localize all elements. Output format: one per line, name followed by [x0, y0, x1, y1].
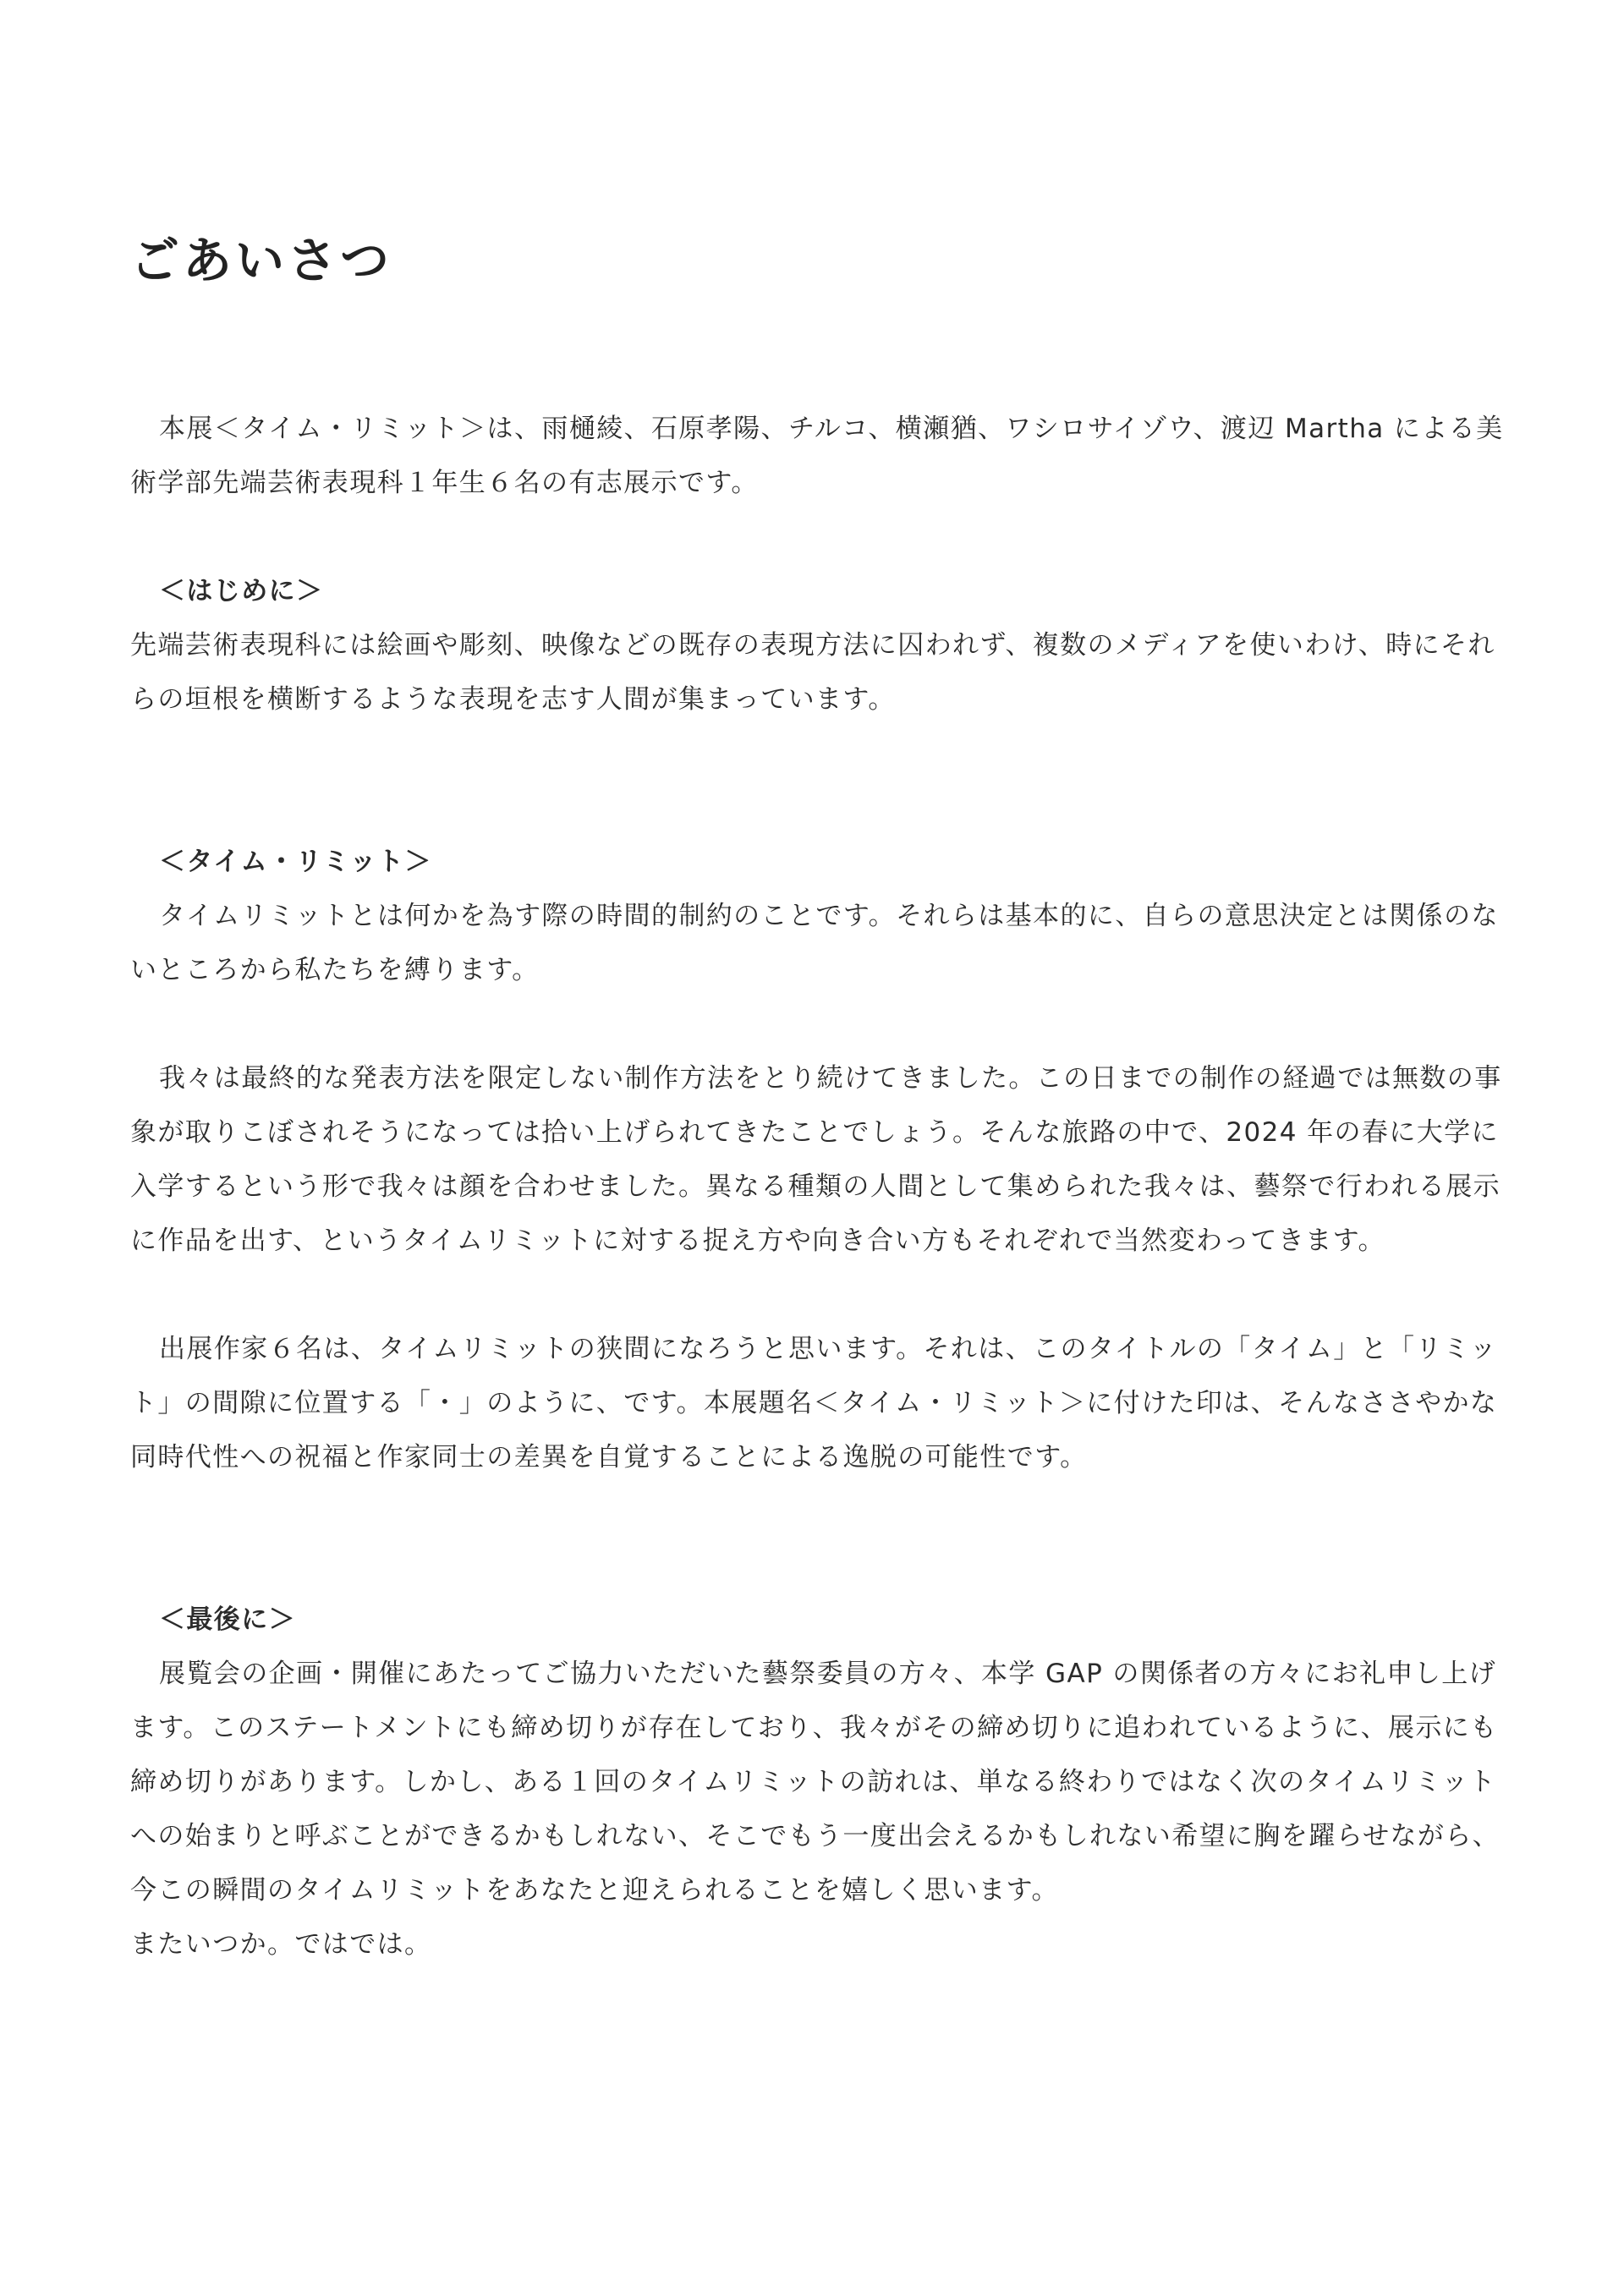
page-title: ごあいさつ: [130, 232, 393, 289]
time-limit-paragraph-1: タイムリミットとは何かを為す際の時間的制約のことです。それらは基本的に、自らの意思決定とは関係のないところから私たちを縛ります。: [130, 901, 1499, 985]
section-heading-closing: ＜最後に＞: [159, 1604, 296, 1635]
spacer: [130, 997, 1517, 1051]
introduction-paragraph: 先端芸術表現科には絵画や彫刻、映像などの既存の表現方法に囚われず、複数のメディアを使いわけ、時にそれらの垣根を横断するような表現を志す人間が集まっています。: [130, 630, 1495, 715]
spacer: [130, 727, 1517, 835]
intro-paragraph: 本展＜タイム・リミット＞は、雨樋綾、石原孝陽、チルコ、横瀬猶、ワシロサイゾウ、渡辺 Martha による美術学部先端芸術表現科１年生６名の有志展示です。: [130, 414, 1504, 498]
time-limit-paragraph-3: 出展作家６名は、タイムリミットの狭間になろうと思います。それは、このタイトルの「タイム」と「リミット」の間隙に位置する「・」のように、です。本展題名＜タイム・リミット＞に付けた印は、そんなささやかな同時代性への祝福と作家同士の差異を自覚することによる逸脱の可能性です。: [130, 1334, 1498, 1473]
closing-paragraph: 展覧会の企画・開催にあたってご協力いただいた藝祭委員の方々、本学 GAP の関係者の方々にお礼申し上げます。このステートメントにも締め切りが存在しており、我々がその締め切りに追われているように、展示にも締め切りがあります。しかし、ある１回のタイムリミットの訪れは、単なる終わりではなく次のタイムリミットへの始まりと呼ぶことができるかもしれない、そこでもう一度出会えるかもしれない希望に胸を躍らせながら、今この瞬間のタイムリミットをあなたと迎えられることを嬉しく思います。: [130, 1659, 1501, 1906]
spacer: [130, 1268, 1517, 1322]
farewell-line: またいつか。ではでは。: [130, 1929, 432, 1960]
statement-body: [130, 402, 1517, 1972]
spacer: [130, 510, 1517, 564]
time-limit-paragraph-2: 我々は最終的な発表方法を限定しない制作方法をとり続けてきました。この日までの制作の経過では無数の事象が取りこぼされそうになっては拾い上げられてきたことでしょう。そんな旅路の中で、2024 年の春に大学に入学するという形で我々は顔を合わせました。異なる種類の人間として集められた我々は、藝祭で行われる展示に作品を出す、というタイムリミットに対する捉え方や向き合い方もそれぞれで当然変わってきます。: [130, 1063, 1502, 1256]
section-heading-time-limit: ＜タイム・リミット＞: [159, 847, 432, 877]
document-page: [130, 0, 1517, 2287]
section-heading-introduction: ＜はじめに＞: [159, 576, 324, 606]
spacer: [130, 1484, 1517, 1593]
